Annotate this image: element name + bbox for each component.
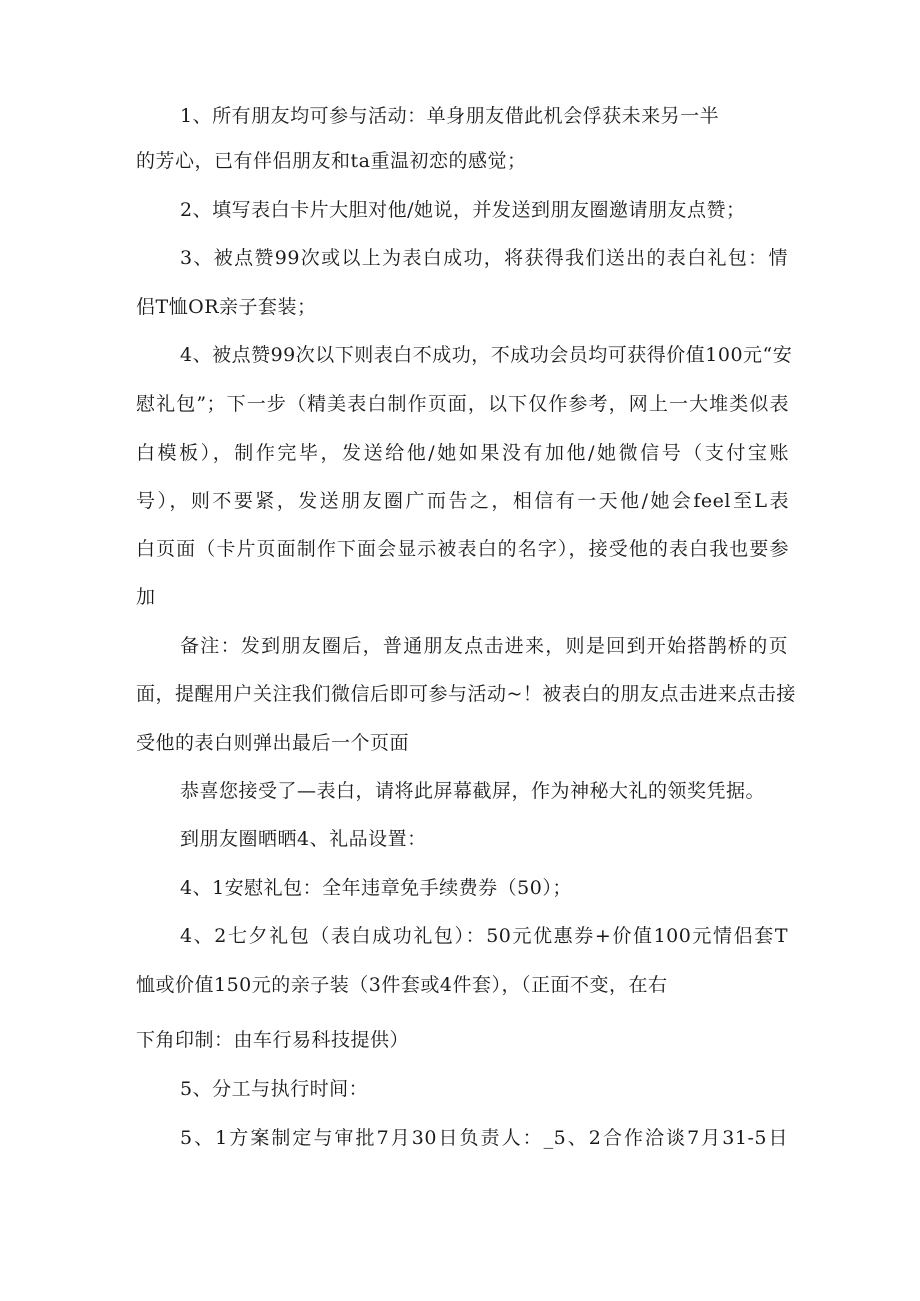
gift-4-2-line-1: 4、2七夕礼包（表白成功礼包）：50元优惠券+价值100元情侣套T	[180, 925, 788, 947]
gift-4-2-line-3: 下角印制：由车行易科技提供）	[136, 1029, 410, 1051]
note-line-2: 面，提醒用户关注我们微信后即可参与活动~！被表白的朋友点击进来点击接	[136, 683, 796, 705]
congrats-line: 恭喜您接受了—表白，请将此屏幕截屏，作为神秘大礼的领奖凭据。	[180, 780, 766, 802]
share-gift-settings-line: 到朋友圈晒晒4、礼品设置：	[180, 828, 427, 850]
note-line-1: 备注：发到朋友圈后，普通朋友点击进来，则是回到开始搭鹊桥的页	[180, 635, 788, 657]
gift-4-2-line-2: 恤或价值150元的亲子装（3件套或4件套），（正面不变，在右	[136, 974, 668, 996]
paragraph-4-line-4: 号），则不要紧，发送朋友圈广而告之，相信有一天他/她会feel至L表	[136, 490, 789, 512]
section-5-1-line: 5、1方案制定与审批7月30日负责人：_5、2合作洽谈7月31-5日	[180, 1127, 788, 1149]
gift-4-1-line: 4、1安慰礼包：全年违章免手续费券（50）；	[180, 877, 572, 899]
paragraph-4-line-6: 加	[136, 586, 156, 608]
paragraph-4-line-2: 慰礼包”；下一步（精美表白制作页面，以下仅作参考，网上一大堆类似表	[136, 393, 789, 415]
paragraph-1-line-1: 1、所有朋友均可参与活动：单身朋友借此机会俘获未来另一半	[180, 105, 720, 127]
paragraph-2-line-1: 2、填写表白卡片大胆对他/她说，并发送到朋友圈邀请朋友点赞；	[180, 199, 746, 221]
paragraph-4-line-5: 白页面（卡片页面制作下面会显示被表白的名字），接受他的表白我也要参	[136, 538, 789, 560]
paragraph-3-line-1: 3、被点赞99次或以上为表白成功，将获得我们送出的表白礼包：情	[180, 247, 788, 269]
paragraph-3-line-2: 侣T恤OR亲子套装；	[136, 296, 317, 318]
paragraph-4-line-1: 4、被点赞99次以下则表白不成功，不成功会员均可获得价值100元“安	[180, 344, 793, 366]
paragraph-1-line-2: 的芳心，已有伴侣朋友和ta重温初恋的感觉；	[136, 150, 527, 172]
note-line-3: 受他的表白则弹出最后一个页面	[136, 732, 410, 754]
paragraph-4-line-3: 白模板），制作完毕，发送给他/她如果没有加他/她微信号（支付宝账	[136, 442, 789, 464]
section-5-heading: 5、分工与执行时间：	[180, 1078, 369, 1100]
